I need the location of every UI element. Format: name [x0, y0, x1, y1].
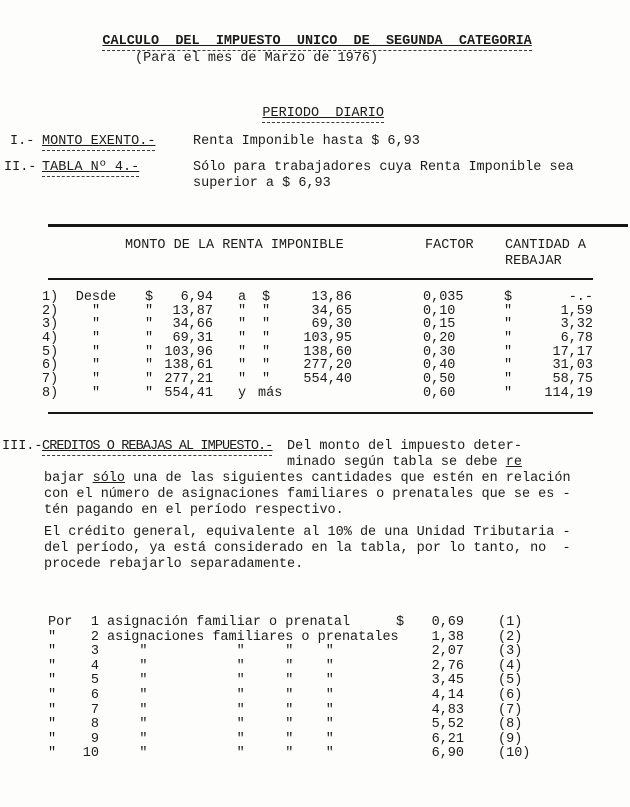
- cell-to-amount: 277,20: [303, 358, 352, 374]
- cell-description: asignación familiar o prenatal: [107, 615, 351, 630]
- section2-text-line2: superior a $ 6,93: [193, 176, 331, 191]
- row-number: 3): [42, 317, 59, 333]
- cell-description: " " " ": [107, 658, 334, 674]
- cell-factor: 0,50: [423, 372, 456, 388]
- section2-text-line1: Sólo para trabajadores cuya Renta Imponible sea: [193, 160, 574, 175]
- cell-factor: 0,035: [423, 290, 464, 305]
- cell-por: ": [48, 702, 57, 718]
- cell-amount: 6,90: [431, 746, 464, 762]
- tax-table-row: [42, 387, 602, 401]
- cell-amount: 5,52: [431, 717, 464, 733]
- cell-a: ": [237, 303, 247, 319]
- cell-description: " " " ": [107, 731, 334, 747]
- cell-description: " " " ": [107, 702, 334, 718]
- table-rule-bottom: [48, 412, 593, 414]
- cell-description: " " " ": [107, 644, 334, 660]
- cell-factor: 0,20: [423, 331, 456, 347]
- table-header-factor: FACTOR: [425, 238, 474, 253]
- cell-rebate-amount: 58,75: [552, 372, 593, 388]
- cell-to-amount: 69,30: [311, 317, 352, 333]
- cell-currency-rebate: $: [503, 290, 513, 305]
- cell-amount: 4,14: [431, 687, 464, 703]
- cell-factor: 0,60: [423, 385, 456, 401]
- table-header-cantidad-line1: CANTIDAD A: [505, 238, 587, 253]
- period-heading: [230, 93, 384, 135]
- row-number: 1): [42, 290, 59, 305]
- cell-currency-rebate: ": [503, 358, 513, 374]
- cell-count: 4: [90, 658, 99, 674]
- allowance-row: [48, 747, 588, 762]
- cell-factor: 0,30: [423, 344, 456, 360]
- cell-factor: 0,15: [423, 317, 456, 333]
- cell-reference: (6): [498, 687, 523, 703]
- cell-to-amount: 554,40: [303, 372, 352, 388]
- cell-currency-rebate: ": [503, 385, 513, 401]
- row-number: 4): [42, 331, 59, 347]
- cell-a: ": [237, 344, 247, 360]
- allowance-row: [48, 616, 588, 631]
- cell-to-amount: 34,65: [311, 303, 352, 319]
- cell-from-amount: 554,41: [164, 385, 213, 401]
- cell-currency-to: $: [261, 290, 271, 305]
- para1-line3-a: bajar: [44, 471, 93, 486]
- cell-count: 2: [90, 629, 99, 645]
- section2-label: [42, 161, 139, 175]
- period-heading-text: PERIODO DIARIO: [262, 106, 384, 121]
- cell-reference: (4): [498, 658, 523, 674]
- section3-numeral: III.-: [2, 439, 43, 454]
- cell-to-amount: 13,86: [311, 290, 352, 305]
- section1-label: [42, 135, 155, 149]
- cell-reference: (5): [498, 673, 523, 689]
- para1-line2-plain: minado según tabla se debe: [287, 455, 506, 470]
- cell-reference: (9): [498, 731, 523, 747]
- para1-line3: [44, 472, 571, 486]
- cell-from-amount: 103,96: [164, 344, 213, 360]
- table-header-monto: MONTO DE LA RENTA IMPONIBLE: [125, 238, 344, 253]
- cell-description: " " " ": [107, 673, 334, 689]
- allowance-row: [48, 631, 588, 646]
- cell-rebate-amount: 1,59: [560, 303, 593, 319]
- cell-rebate-amount: 3,32: [560, 317, 593, 333]
- cell-por: ": [48, 658, 57, 674]
- allowance-row: [48, 689, 588, 704]
- cell-currency-to: ": [261, 331, 271, 347]
- cell-description: " " " ": [107, 746, 334, 762]
- cell-desde: Desde: [75, 290, 117, 305]
- para1-line2-underlined: re: [505, 455, 522, 470]
- cell-from-amount: 69,31: [172, 331, 213, 347]
- tax-table-row: [42, 346, 602, 360]
- section1-label-text: MONTO EXENTO.-: [42, 134, 156, 149]
- cell-amount: 1,38: [431, 629, 464, 645]
- cell-currency: $: [396, 615, 405, 630]
- allowance-row: [48, 645, 588, 660]
- table-rule-header-separator: [48, 278, 593, 280]
- cell-to-amount: 103,95: [303, 331, 352, 347]
- cell-a: ": [237, 331, 247, 347]
- cell-count: 1: [90, 615, 99, 630]
- section2-numeral: II.-: [4, 160, 37, 175]
- cell-reference: (7): [498, 702, 523, 718]
- cell-reference: (3): [498, 644, 523, 660]
- cell-por: ": [48, 644, 57, 660]
- cell-count: 6: [90, 687, 99, 703]
- section3-label: [42, 440, 272, 454]
- cell-desde: ": [91, 358, 101, 374]
- cell-a: a: [237, 290, 247, 305]
- cell-por: Por: [48, 615, 73, 630]
- cell-count: 5: [90, 673, 99, 689]
- cell-currency-from: ": [144, 372, 154, 388]
- row-number: 6): [42, 358, 59, 374]
- cell-count: 3: [90, 644, 99, 660]
- cell-factor: 0,10: [423, 303, 456, 319]
- cell-from-amount: 13,87: [172, 303, 213, 319]
- cell-currency-from: ": [144, 303, 154, 319]
- cell-desde: ": [91, 372, 101, 388]
- cell-currency-rebate: ": [503, 372, 513, 388]
- cell-desde: ": [91, 385, 101, 401]
- para1-line3-underlined: sólo: [92, 471, 126, 486]
- para2-line2: del período, ya está considerado en la tabla, por lo tanto, no -: [44, 541, 571, 556]
- section1-numeral: I.-: [10, 134, 35, 149]
- cell-por: ": [48, 746, 57, 762]
- cell-desde: ": [91, 331, 101, 347]
- cell-currency-from: ": [144, 317, 154, 333]
- tax-table-row: [42, 332, 602, 346]
- tax-table-row: [42, 359, 602, 373]
- row-number: 7): [42, 372, 59, 388]
- section1-text: Renta Imponible hasta $ 6,93: [193, 134, 420, 149]
- allowance-row: [48, 733, 588, 748]
- allowance-row: [48, 674, 588, 689]
- cell-amount: 3,45: [431, 673, 464, 689]
- cell-reference: (10): [498, 746, 531, 762]
- cell-a: ": [237, 358, 247, 374]
- cell-rebate-amount: 17,17: [552, 344, 593, 360]
- allowance-table: [48, 616, 588, 762]
- table-header-cantidad-line2: REBAJAR: [505, 254, 562, 269]
- para1-line5: tén pagando en el período respectivo.: [44, 503, 344, 518]
- table-rule-top: [48, 224, 628, 227]
- cell-description: " " " ": [107, 717, 334, 733]
- para1-line4: con el número de asignaciones familiares o prenatales que se es -: [44, 487, 571, 502]
- section3-label-text: CREDITOS O REBAJAS AL IMPUESTO.-: [42, 439, 273, 454]
- cell-currency-from: ": [144, 385, 154, 401]
- cell-currency-to: ": [261, 358, 271, 374]
- cell-rebate-amount: 114,19: [544, 385, 593, 401]
- cell-currency-to: ": [261, 372, 271, 388]
- cell-currency-from: ": [144, 331, 154, 347]
- cell-currency-from: ": [144, 358, 154, 374]
- para1-line2: [287, 456, 522, 470]
- row-number: 5): [42, 344, 59, 360]
- cell-description: asignaciones familiares o prenatales: [107, 629, 399, 645]
- cell-from-amount: 138,61: [164, 358, 213, 374]
- cell-currency-rebate: ": [503, 344, 513, 360]
- section2-label-text: TABLA Nº 4.-: [42, 160, 140, 175]
- tax-table-row: [42, 291, 602, 305]
- cell-amount: 0,69: [431, 615, 464, 630]
- cell-amount: 2,07: [431, 644, 464, 660]
- cell-currency-to: más: [258, 385, 283, 401]
- cell-count: 7: [90, 702, 99, 718]
- tax-table-rows: [42, 291, 602, 401]
- cell-count: 8: [90, 717, 99, 733]
- para2-line3: procede rebajarlo separadamente.: [44, 557, 304, 572]
- cell-currency-rebate: ": [503, 331, 513, 347]
- cell-rebate-amount: -.-: [568, 290, 593, 305]
- cell-to-amount: 138,60: [303, 344, 352, 360]
- para1-line1: Del monto del impuesto deter-: [287, 439, 522, 454]
- cell-amount: 6,21: [431, 731, 464, 747]
- cell-por: ": [48, 673, 57, 689]
- cell-from-amount: 277,21: [164, 372, 213, 388]
- page-title-text: CALCULO DEL IMPUESTO UNICO DE SEGUNDA CATEGORIA: [102, 34, 532, 49]
- allowance-row: [48, 718, 588, 733]
- cell-reference: (8): [498, 717, 523, 733]
- cell-currency-to: ": [261, 303, 271, 319]
- tax-table-row: [42, 373, 602, 387]
- cell-desde: ": [91, 344, 101, 360]
- row-number: 8): [42, 385, 59, 401]
- cell-rebate-amount: 6,78: [560, 331, 593, 347]
- cell-count: 10: [82, 746, 99, 762]
- cell-amount: 2,76: [431, 658, 464, 674]
- tax-table-row: [42, 318, 602, 332]
- para2-line1: El crédito general, equivalente al 10% de una Unidad Tributaria -: [44, 525, 571, 540]
- cell-a: y: [237, 385, 247, 401]
- cell-currency-rebate: ": [503, 317, 513, 333]
- allowance-row: [48, 660, 588, 675]
- cell-por: ": [48, 731, 57, 747]
- cell-a: ": [237, 372, 247, 388]
- cell-factor: 0,40: [423, 358, 456, 374]
- cell-rebate-amount: 31,03: [552, 358, 593, 374]
- cell-count: 9: [90, 731, 99, 747]
- cell-amount: 4,83: [431, 702, 464, 718]
- para1-line3-c: una de las siguientes cantidades que estén en relación: [125, 471, 571, 486]
- cell-reference: (1): [498, 615, 523, 630]
- cell-description: " " " ": [107, 687, 334, 703]
- cell-por: ": [48, 629, 57, 645]
- page-subtitle: (Para el mes de Marzo de 1976): [135, 51, 379, 66]
- cell-por: ": [48, 717, 57, 733]
- cell-currency-to: ": [261, 344, 271, 360]
- allowance-row: [48, 704, 588, 719]
- cell-from-amount: 6,94: [180, 290, 213, 305]
- cell-desde: ": [91, 317, 101, 333]
- cell-currency-from: ": [144, 344, 154, 360]
- row-number: 2): [42, 303, 59, 319]
- cell-reference: (2): [498, 629, 523, 645]
- cell-currency-from: $: [144, 290, 154, 305]
- tax-table-row: [42, 305, 602, 319]
- cell-currency-rebate: ": [503, 303, 513, 319]
- cell-desde: ": [91, 303, 101, 319]
- cell-from-amount: 34,66: [172, 317, 213, 333]
- cell-por: ": [48, 687, 57, 703]
- cell-currency-to: ": [261, 317, 271, 333]
- cell-a: ": [237, 317, 247, 333]
